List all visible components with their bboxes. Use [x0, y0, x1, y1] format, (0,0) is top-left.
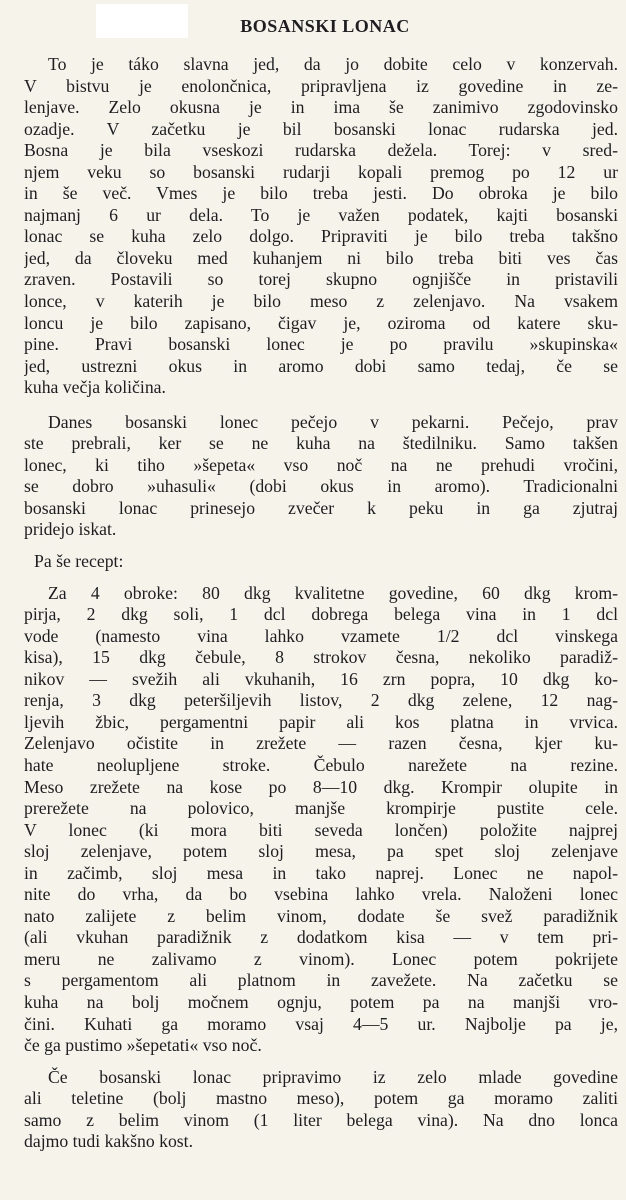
text-line: in še več. Vmes je bilo treba jesti. Do obroka je bilo	[24, 183, 618, 204]
text-line: kuha večja količina.	[24, 377, 166, 398]
text-line: pirja, 2 dkg soli, 1 dcl dobrega belega vina in 1 dcl	[24, 604, 618, 625]
text-line: sloj zelenjave, potem sloj mesa, pa spet sloj zelenjave	[24, 841, 618, 862]
text-line: vode (namesto vina lahko vzamete 1/2 dcl vinskega	[24, 625, 618, 646]
text-line: njem veku so bosanski rudarji kopali premog po 12 ur	[24, 161, 618, 182]
paragraph-recipe	[24, 583, 618, 1057]
text-line: nikov — svežih ali vkuhanih, 16 zrn popra, 10 dkg ko-	[24, 668, 618, 689]
text-line: hate neolupljene stroke. Čebulo narežete na rezine.	[24, 754, 618, 775]
text-line: ste prebrali, ker se ne kuha na štedilniku. Samo takšen	[24, 433, 618, 454]
text-line: dajmo tudi kakšno kost.	[24, 1131, 194, 1152]
text-line: čini. Kuhati ga moramo vsaj 4—5 ur. Najbolje pa je,	[24, 1013, 618, 1034]
text-line: meru ne zalivamo z vinom). Lonec potem pokrijete	[24, 948, 618, 969]
text-line: jed, ustrezni okus in aromo dobi samo tedaj, če se	[24, 355, 618, 376]
article-title: BOSANSKI LONAC	[240, 16, 410, 36]
text-line: pridejo iskat.	[24, 519, 117, 540]
text-line: renja, 3 dkg peteršiljevih listov, 2 dkg zelene, 12 nag-	[24, 690, 618, 711]
text-line: Meso zrežete na kose po 8—10 dkg. Krompir olupite in	[24, 776, 618, 797]
text-line: kuha na bolj močnem ognju, potem pa na manjši vro-	[24, 991, 618, 1012]
text-line: V bistvu je enolončnica, pripravljena iz govedine in ze-	[24, 75, 618, 96]
paragraph-intro	[24, 54, 618, 399]
recipe-heading: Pa še recept:	[34, 551, 124, 572]
text-line: najmanj 6 ur dela. To je važen podatek, kajti bosanski	[24, 204, 618, 225]
text-line: nite do vrha, da bo vsebina lahko vrela. Naloženi lonec	[24, 884, 618, 905]
article-body	[24, 54, 618, 1153]
text-line: Bosna je bila vseskozi rudarska dežela. Torej: v sred-	[24, 140, 618, 161]
text-line: Zelenjavo očistite in zrežete — razen česna, kjer ku-	[24, 733, 618, 754]
text-line: s pergamentom ali platnom in zavežete. Na začetku se	[24, 970, 618, 991]
text-line: lonac se kuha zelo dolgo. Pripraviti je bilo treba takšno	[24, 226, 618, 247]
text-line: ali teletine (bolj mastno meso), potem ga moramo zaliti	[24, 1088, 618, 1109]
text-line: jed, da človeku med kuhanjem ni bilo treba biti ves čas	[24, 247, 618, 268]
text-line: če ga pustimo »šepetati« vso noč.	[24, 1035, 262, 1056]
text-line: To je táko slavna jed, da jo dobite celo v konzervah.	[48, 54, 618, 74]
text-line: Če bosanski lonac pripravimo iz zelo mlade govedine	[48, 1066, 618, 1087]
text-line: bosanski lonac prinesejo zvečer k peku in ga zjutraj	[24, 497, 618, 518]
text-line: nato zalijete z belim vinom, dodate še svež paradižnik	[24, 905, 618, 926]
text-line: (ali vkuhan paradižnik z dodatkom kisa — v tem pri-	[24, 927, 618, 948]
text-line: lonec, ki tiho »šepeta« vso noč na ne prehudi vročini,	[24, 454, 618, 475]
text-line: lonce, v katerih je bilo meso z zelenjavo. Na vsakem	[24, 291, 618, 312]
text-line: prerežete na polovico, manjše krompirje pustite cele.	[24, 798, 618, 819]
text-line: pine. Pravi bosanski lonec je po pravilu »skupinska«	[24, 334, 618, 355]
text-line: kisa), 15 dkg čebule, 8 strokov česna, nekoliko paradiž-	[24, 647, 618, 668]
text-line: lenjave. Zelo okusna je in ima še zanimivo zgodovinsko	[24, 97, 618, 118]
paragraph-veal-note	[24, 1067, 618, 1153]
text-line: in začimb, sloj mesa in tako naprej. Lonec ne napol-	[24, 862, 618, 883]
text-line: se dobro »uhasuli« (dobi okus in aromo). Tradicionalni	[24, 476, 618, 497]
text-line: samo z belim vinom (1 liter belega vina). Na dno lonca	[24, 1109, 618, 1130]
text-line: ozadje. V začetku je bil bosanski lonac rudarska jed.	[24, 118, 618, 139]
text-line: loncu je bilo zapisano, čigav je, oziroma od katere sku-	[24, 312, 618, 333]
paragraph-bakery	[24, 412, 618, 541]
text-line: Danes bosanski lonec pečejo v pekarni. Pečejo, prav	[48, 411, 618, 432]
text-line: ljevih žbic, pergamentni papir ali kos platna in vrvica.	[24, 711, 618, 732]
text-line: V lonec (ki mora biti seveda lončen) položite najprej	[24, 819, 618, 840]
text-line: Za 4 obroke: 80 dkg kvalitetne govedine, 60 dkg krom-	[48, 582, 618, 603]
text-line: zraven. Postavili so torej skupno ognjišče in pristavili	[24, 269, 618, 290]
